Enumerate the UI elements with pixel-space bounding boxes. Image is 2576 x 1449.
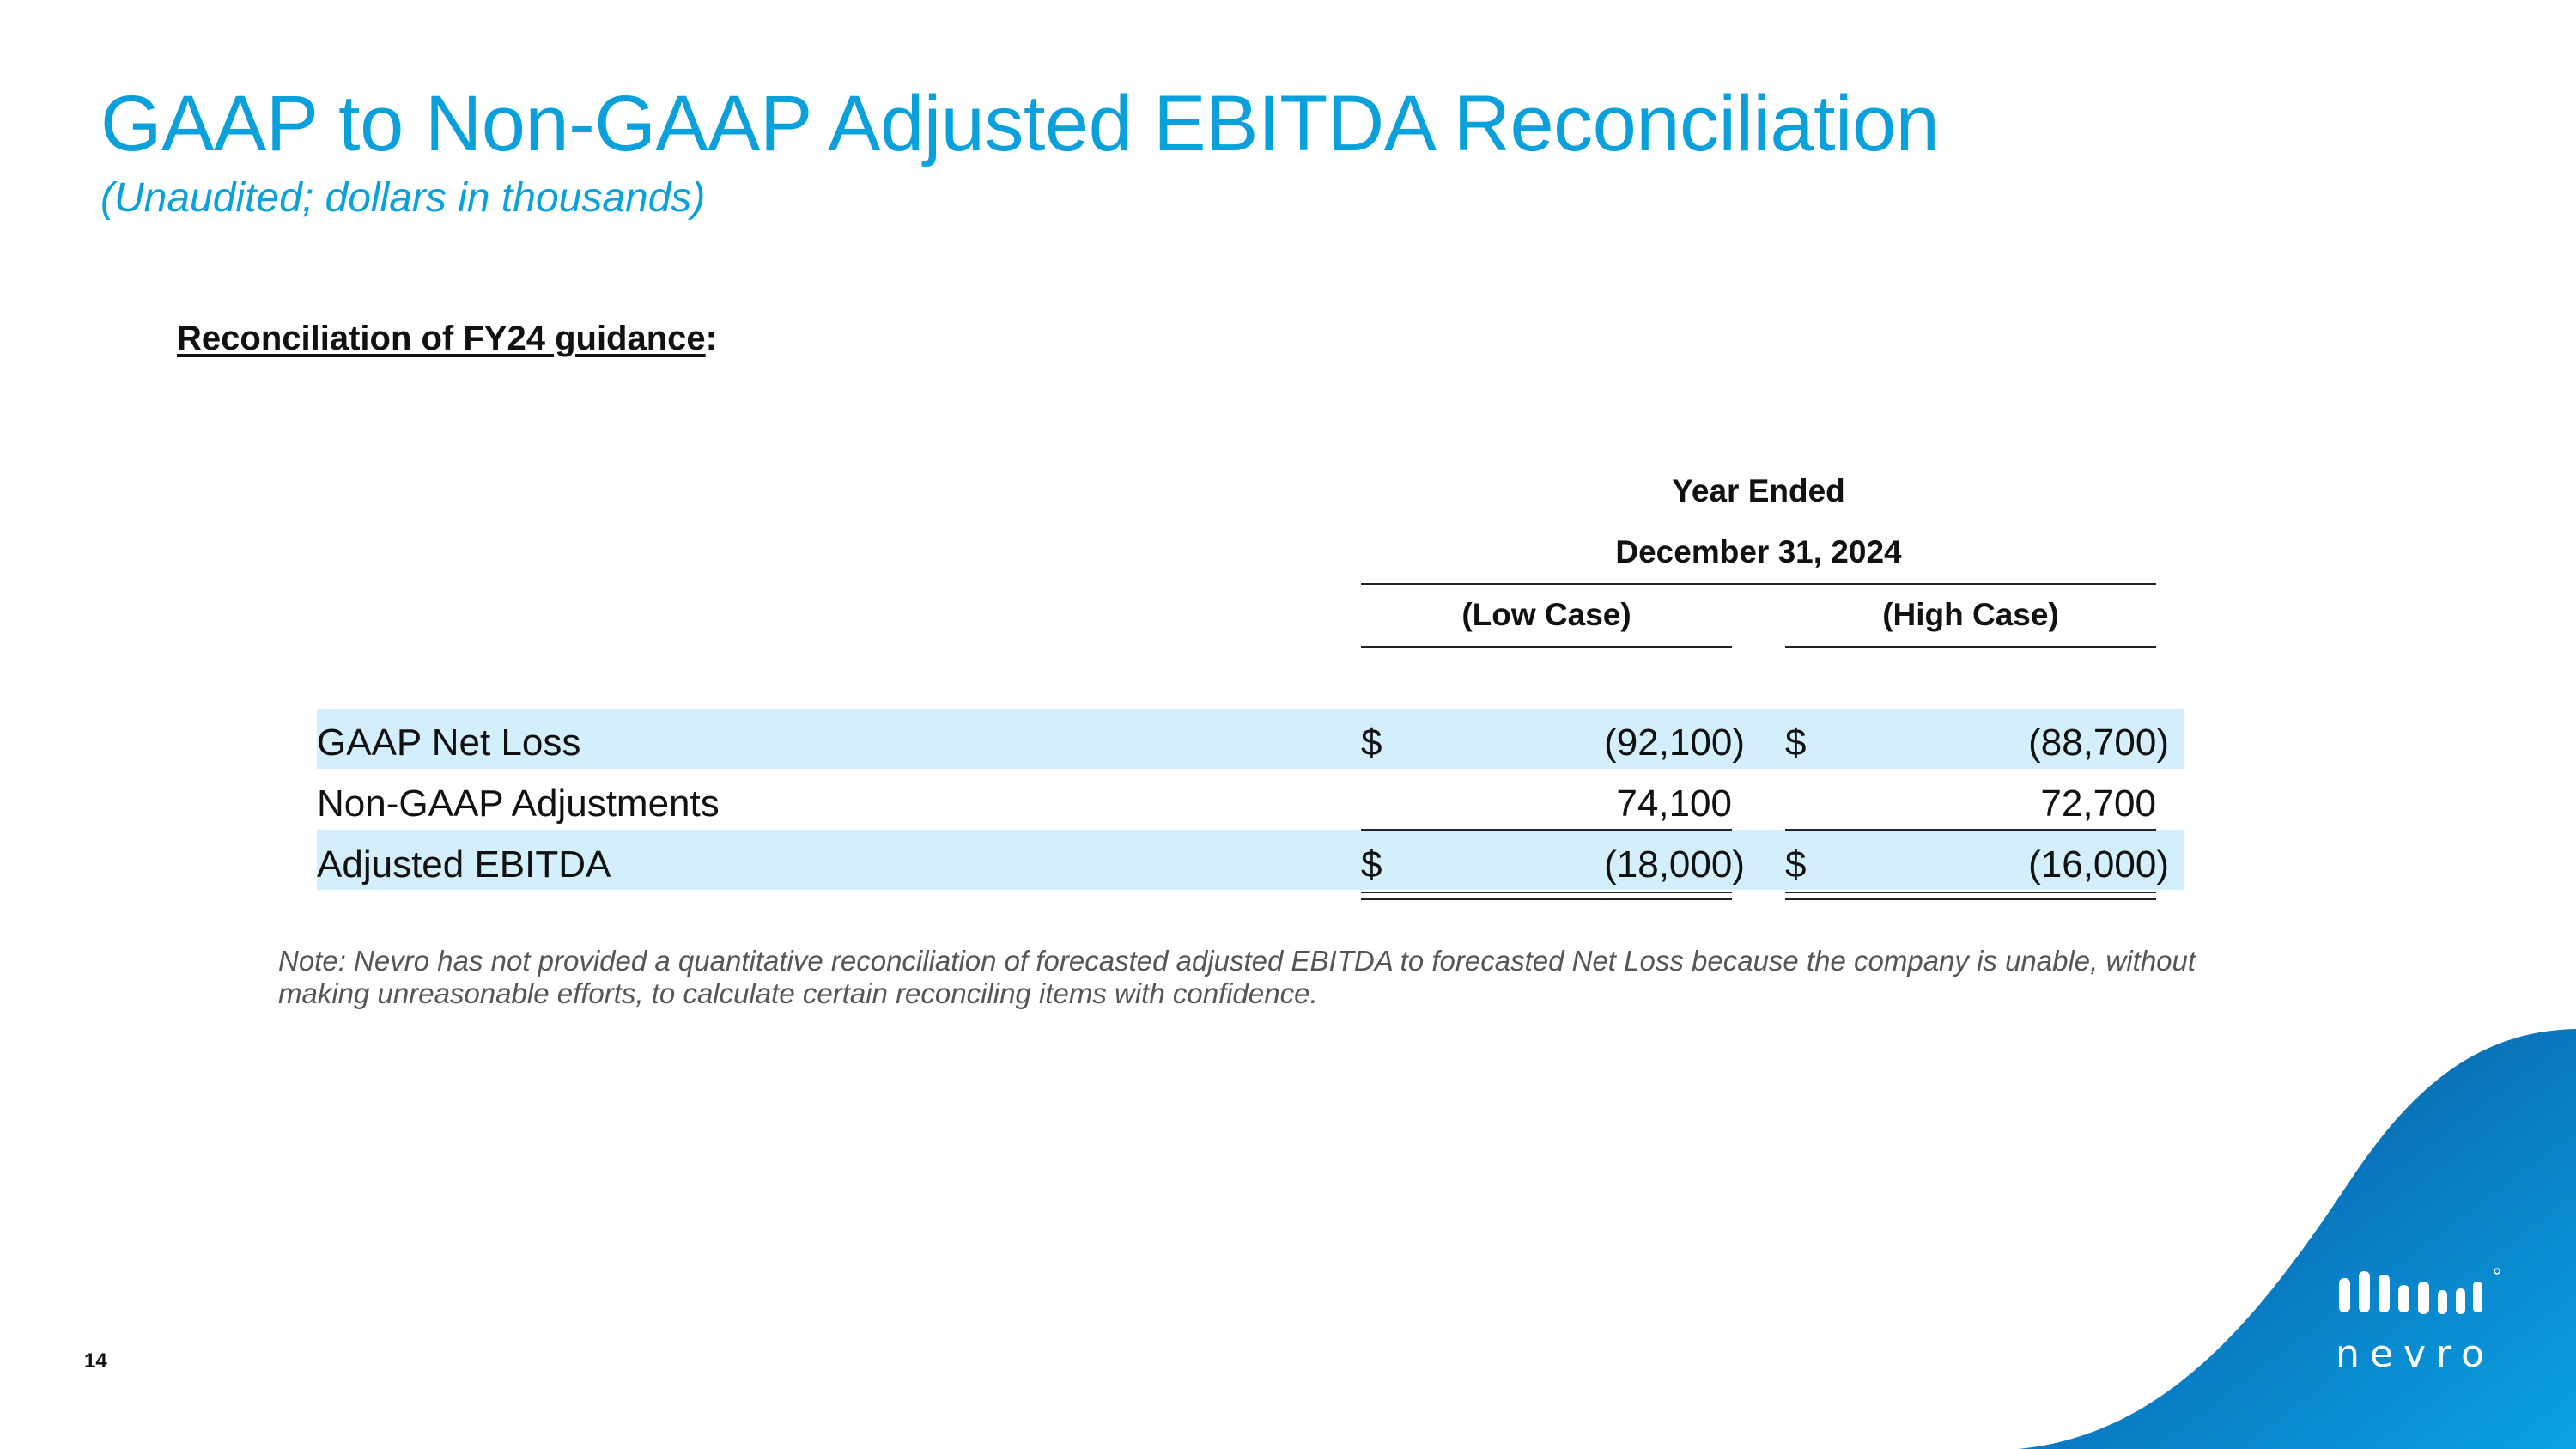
row-non-gaap-adjustments-high-value: 72,700 [2040, 782, 2156, 825]
page-subtitle: (Unaudited; dollars in thousands) [100, 175, 706, 221]
nevro-logo-icon [2336, 1264, 2507, 1326]
row-adjusted-ebitda-high-currency: $ [1785, 843, 1807, 886]
row-label-non-gaap-adjustments: Non-GAAP Adjustments [317, 782, 720, 825]
page-title: GAAP to Non-GAAP Adjusted EBITDA Reconciliation [100, 80, 1940, 167]
column-low-case: (Low Case) [1461, 597, 1631, 632]
section-heading-colon: : [705, 320, 717, 357]
header-date: December 31, 2024 [1615, 534, 1902, 569]
row-label-adjusted-ebitda: Adjusted EBITDA [317, 843, 611, 886]
row-gaap-net-loss-high-currency: $ [1785, 721, 1807, 764]
column-high-case: (High Case) [1882, 597, 2059, 632]
row-label-gaap-net-loss: GAAP Net Loss [317, 721, 581, 764]
nevro-logo-text: nevro [2336, 1332, 2495, 1376]
section-heading-text: Reconciliation of FY24 guidance [177, 320, 706, 357]
row-gaap-net-loss-low-currency: $ [1361, 721, 1382, 764]
row-adjusted-ebitda-high-value: (16,000) [2028, 843, 2169, 886]
row-gaap-net-loss-low-value: (92,100) [1604, 721, 1745, 764]
row-gaap-net-loss-high-value: (88,700) [2028, 721, 2169, 764]
row-non-gaap-adjustments-low-value: 74,100 [1616, 782, 1732, 825]
row-adjusted-ebitda-low-currency: $ [1361, 843, 1382, 886]
footnote: Note: Nevro has not provided a quantitative reconciliation of forecasted adjusted EBITDA to forecasted Net Loss because the company is unable, without making unreasonable efforts, to calculate certain reconciling items with confidence. [278, 945, 2196, 1009]
row-adjusted-ebitda-low-value: (18,000) [1604, 843, 1745, 886]
header-year-ended: Year Ended [1672, 473, 1845, 508]
page-number: 14 [84, 1349, 107, 1373]
